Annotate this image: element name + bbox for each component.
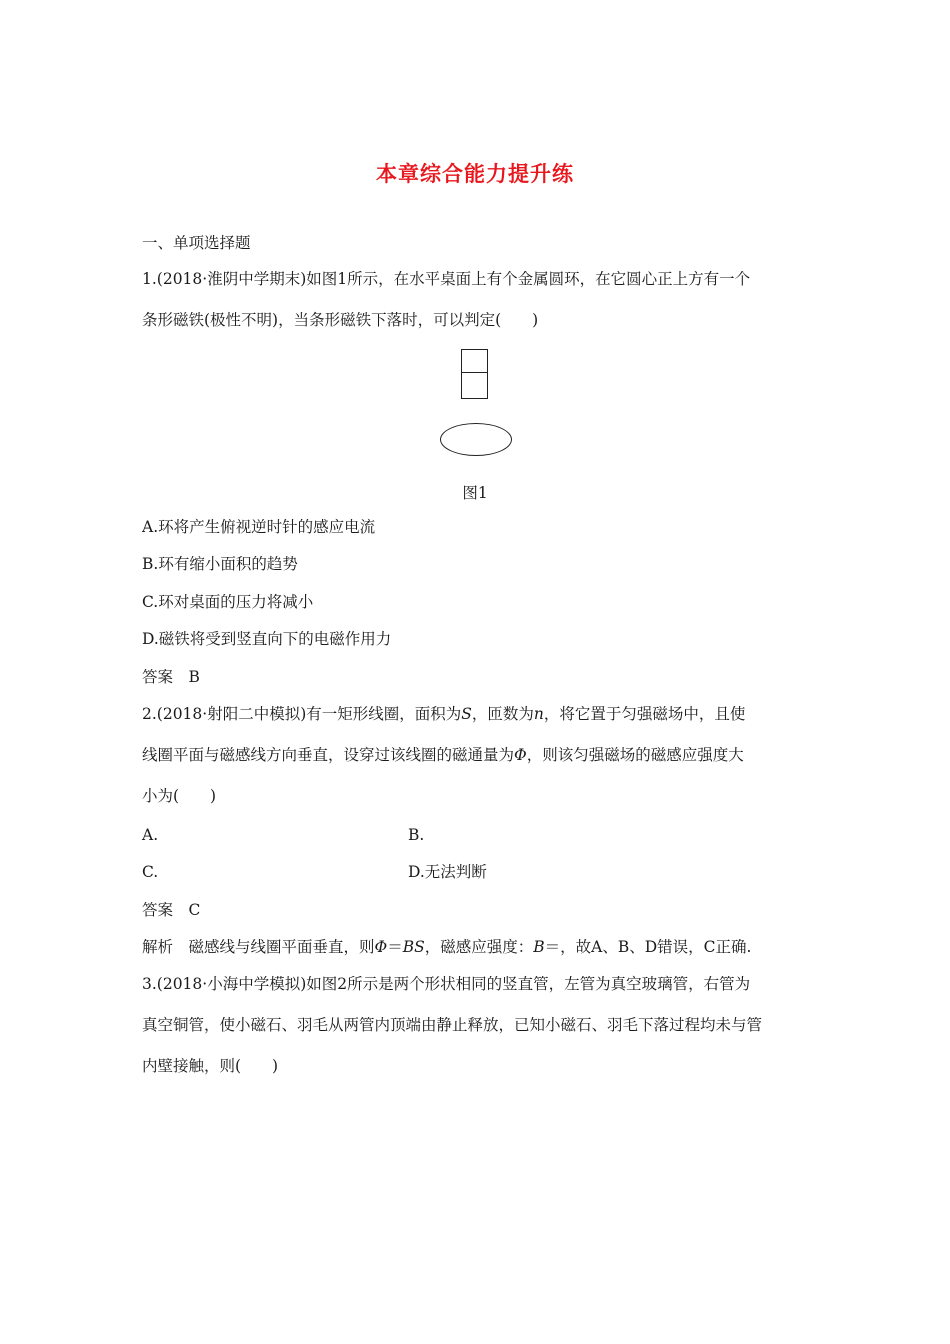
question-2-line-2: 线圈平面与磁感线方向垂直，设穿过该线圈的磁通量为Φ，则该匀强磁场的磁感应强度大 (142, 746, 744, 764)
question-3-line-2: 真空铜管，使小磁石、羽毛从两管内顶端由静止释放，已知小磁石、羽毛下落过程均未与管 (142, 1016, 763, 1034)
question-1-answer: 答案 B (142, 668, 200, 686)
figure-1-caption: 图1 (462, 484, 488, 502)
question-2-option-c: C. (142, 863, 159, 881)
question-3-line-1: 3.(2018·小海中学模拟)如图2所示是两个形状相同的竖直管，左管为真空玻璃管，右管为 (142, 975, 751, 993)
question-2-line-1: 2.(2018·射阳二中模拟)有一矩形线圈，面积为S，匝数为n，将它置于匀强磁场中，且使 (142, 705, 746, 723)
question-2-option-d: D.无法判断 (408, 863, 487, 881)
question-1-option-d: D.磁铁将受到竖直向下的电磁作用力 (142, 630, 392, 648)
question-2-analysis: 解析 磁感线与线圈平面垂直，则Φ＝BS，磁感应强度：B＝，故A、B、D错误，C正确. (142, 938, 752, 956)
metal-ring (440, 423, 512, 456)
bar-magnet-bottom-half (461, 372, 488, 399)
question-1-option-c: C.环对桌面的压力将减小 (142, 593, 314, 611)
question-3-line-3: 内壁接触，则( ) (142, 1057, 279, 1075)
question-1-option-b: B.环有缩小面积的趋势 (142, 555, 298, 573)
question-2-option-a: A. (142, 826, 159, 844)
page-title: 本章综合能力提升练 (376, 162, 574, 186)
question-2-line-3: 小为( ) (142, 787, 217, 805)
question-2-option-b: B. (408, 826, 425, 844)
question-1-line-2: 条形磁铁(极性不明)，当条形磁铁下落时，可以判定( ) (142, 311, 539, 329)
bar-magnet-top-half (461, 349, 488, 373)
question-1-option-a: A.环将产生俯视逆时针的感应电流 (142, 518, 376, 536)
section-heading: 一、单项选择题 (142, 234, 251, 252)
question-1-line-1: 1.(2018·淮阴中学期末)如图1所示，在水平桌面上有个金属圆环，在它圆心正上方有一个 (142, 270, 751, 288)
question-2-answer: 答案 C (142, 901, 201, 919)
